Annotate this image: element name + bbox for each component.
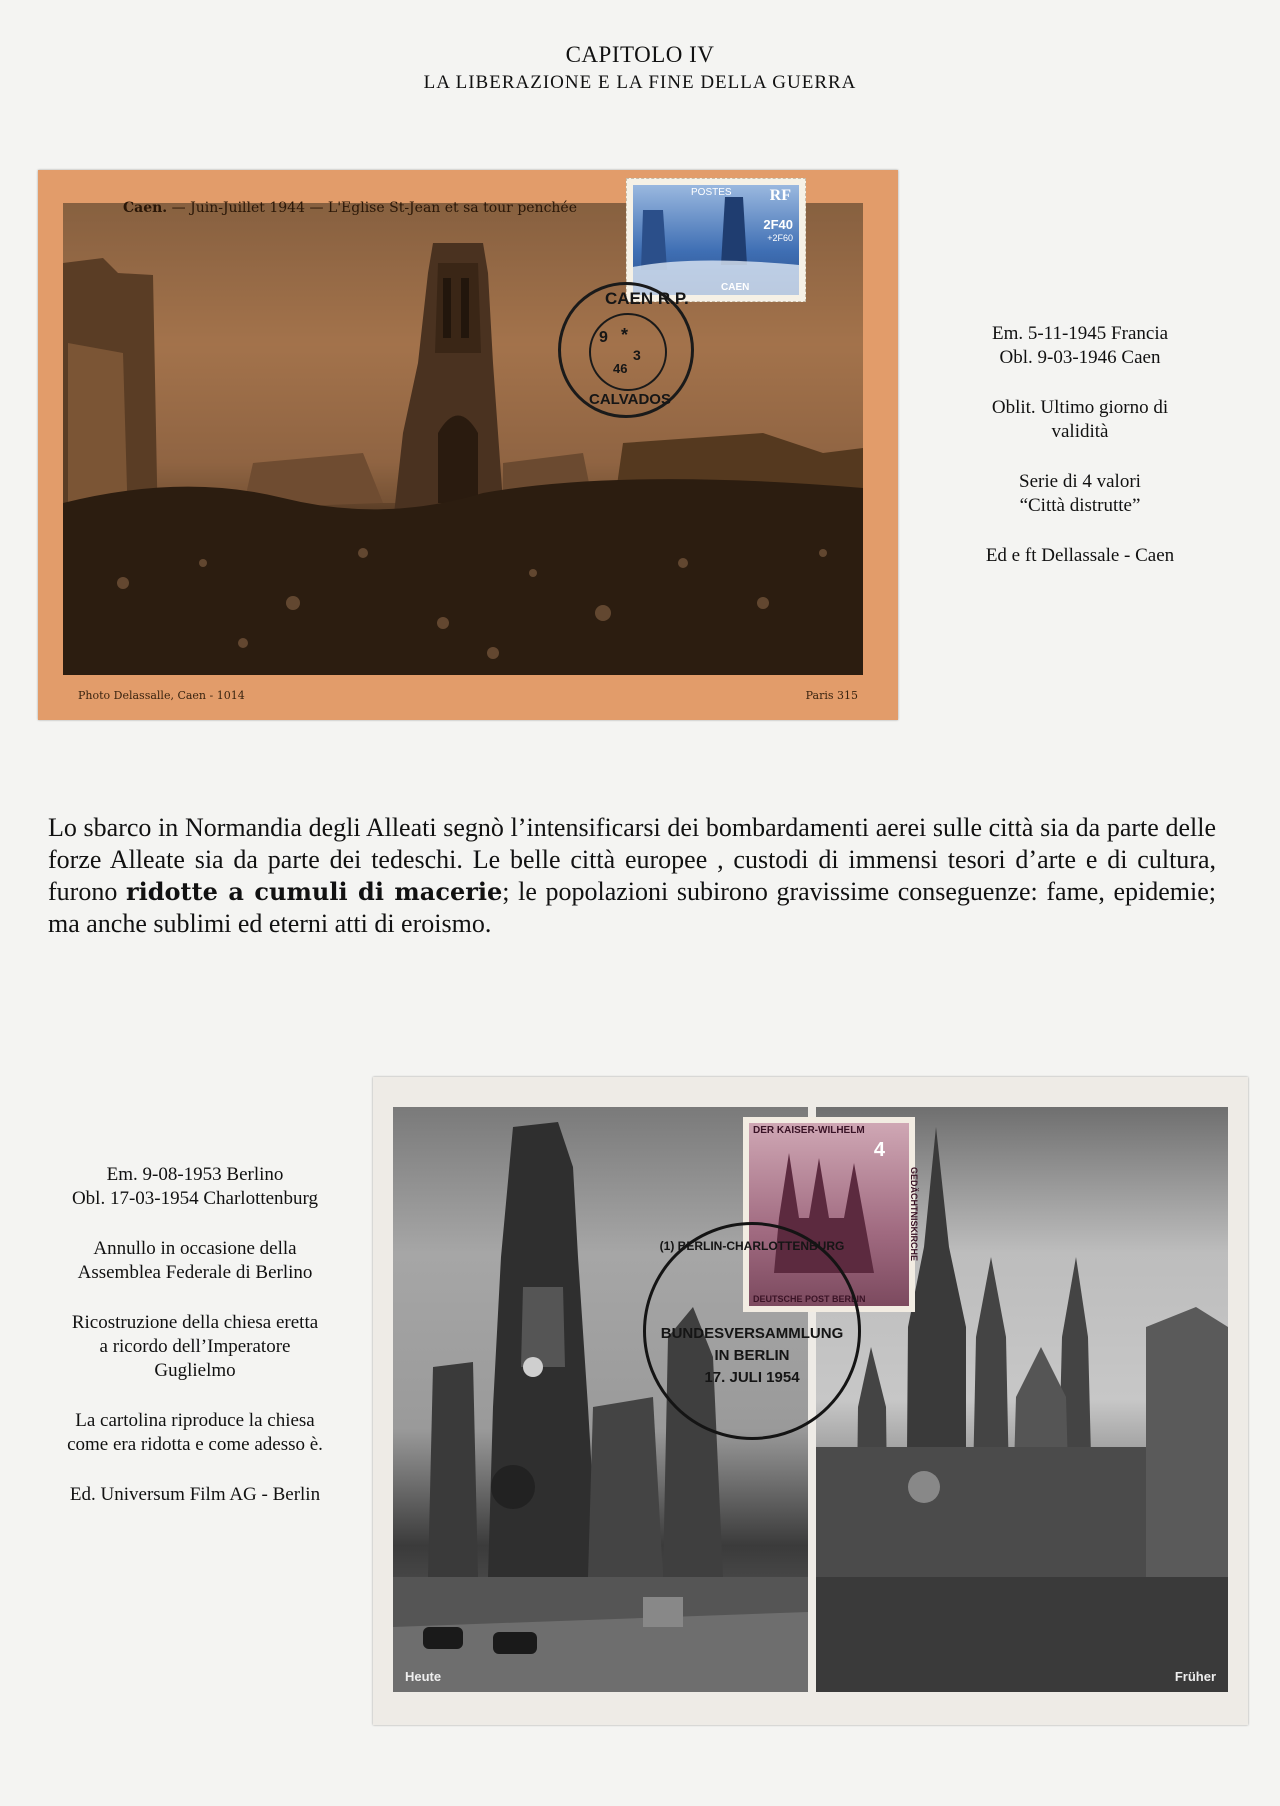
note-line: “Città distrutte” [1019, 495, 1141, 516]
stamp-postes: POSTES [691, 187, 732, 198]
stamp-bottom-text: DEUTSCHE POST BERLIN [753, 1294, 866, 1304]
postmark-line-2: IN BERLIN [714, 1347, 790, 1364]
stamp-top-text: DER KAISER-WILHELM [753, 1125, 865, 1136]
stamp-image [633, 185, 799, 295]
paragraph-text-end: ; le popolazioni subirono gravissime conseguenze: fame, epidemie; ma anche sublimi ed eterni atti di eroismo. [48, 877, 1216, 938]
note-line: a ricordo dell’Imperatore [99, 1336, 291, 1357]
postcard-berlin [373, 1077, 1248, 1725]
note-group-publisher [920, 544, 1240, 568]
narrative-paragraph [48, 812, 1216, 940]
postmark-year: 46 [613, 361, 628, 376]
stamp-value: 2F40 [763, 217, 793, 232]
note-group-cancel [30, 1237, 360, 1285]
note-line: Em. 9-08-1953 Berlino [106, 1164, 284, 1185]
postmark-line-3: 17. JULI 1954 [704, 1369, 800, 1386]
stamp-caen [626, 178, 806, 302]
stamp-city: CAEN [721, 282, 750, 293]
note-line: Obl. 9-03-1946 Caen [999, 347, 1161, 368]
note-group-postcard [30, 1409, 360, 1457]
postcard-caption [123, 200, 577, 216]
note-line: Guglielmo [154, 1360, 236, 1381]
note-line: Serie di 4 valori [1019, 471, 1141, 492]
note-group-publisher [30, 1483, 360, 1507]
notes-berlin [30, 1163, 360, 1533]
stamp-surcharge: +2F60 [767, 233, 793, 243]
postmark-line-1: BUNDESVERSAMMLUNG [660, 1325, 844, 1342]
photo-label-before: Früher [1174, 1669, 1216, 1684]
postmark-caen [558, 282, 694, 418]
paragraph-text: Lo sbarco in Normandia degli Alleati segnò l’intensificarsi dei bombardamenti aerei sulle città sia da parte delle forze Alleate sia da parte dei tedeschi. Le belle città europee , custodi di immensi tesori d’arte e di cultura, furono [48, 813, 1216, 906]
print-code: Paris 315 [805, 689, 858, 702]
postmark-bottom-text: CALVADOS [589, 391, 671, 408]
chapter-subtitle: LA LIBERAZIONE E LA FINE DELLA GUERRA [423, 72, 857, 93]
postmark-day: 9 [599, 329, 608, 346]
photo-label-today: Heute [405, 1669, 442, 1684]
stamp-country: RF [769, 187, 791, 204]
note-line: Oblit. Ultimo giorno di [991, 397, 1169, 418]
note-line: Ed. Universum Film AG - Berlin [69, 1484, 321, 1505]
chapter-title: CAPITOLO IV [565, 42, 715, 67]
note-line: Ricostruzione della chiesa eretta [71, 1312, 319, 1333]
paragraph-emphasis: ridotte a cumuli di macerie [125, 877, 503, 906]
note-line: Annullo in occasione della [93, 1238, 297, 1259]
note-group-issue [920, 322, 1240, 370]
postcard-caen [38, 170, 898, 720]
notes-caen [920, 322, 1240, 594]
note-line: Assemblea Federale di Berlino [77, 1262, 313, 1283]
postmark-ring-text: (1) BERLIN-CHARLOTTENBURG [659, 1239, 845, 1253]
note-line: validità [1051, 421, 1109, 442]
caption-text: — Juin-Juillet 1944 — L'Eglise St-Jean et sa tour penchée [171, 200, 578, 216]
photo-credit: Photo Delassalle, Caen - 1014 [78, 689, 245, 702]
stamp-value: 4 [873, 1139, 885, 1161]
postmark-month: 3 [633, 347, 641, 363]
postmark-top-text: CAEN R.P. [605, 289, 689, 308]
note-line: La cartolina riproduce la chiesa [75, 1410, 315, 1431]
note-group-church [30, 1311, 360, 1383]
postmark-berlin [643, 1222, 861, 1440]
note-group-issue [30, 1163, 360, 1211]
note-line: Obl. 17-03-1954 Charlottenburg [71, 1188, 319, 1209]
postmark-star-icon: * [621, 325, 629, 345]
note-line: Ed e ft Dellassale - Caen [985, 545, 1175, 566]
note-line: Em. 5-11-1945 Francia [991, 323, 1169, 344]
note-group-validity [920, 396, 1240, 444]
stamp-side-text: GEDÄCHTNISKIRCHE [908, 1166, 919, 1262]
caption-place: Caen. [123, 200, 168, 216]
note-line: come era ridotta e come adesso è. [67, 1434, 323, 1455]
note-group-series [920, 470, 1240, 518]
